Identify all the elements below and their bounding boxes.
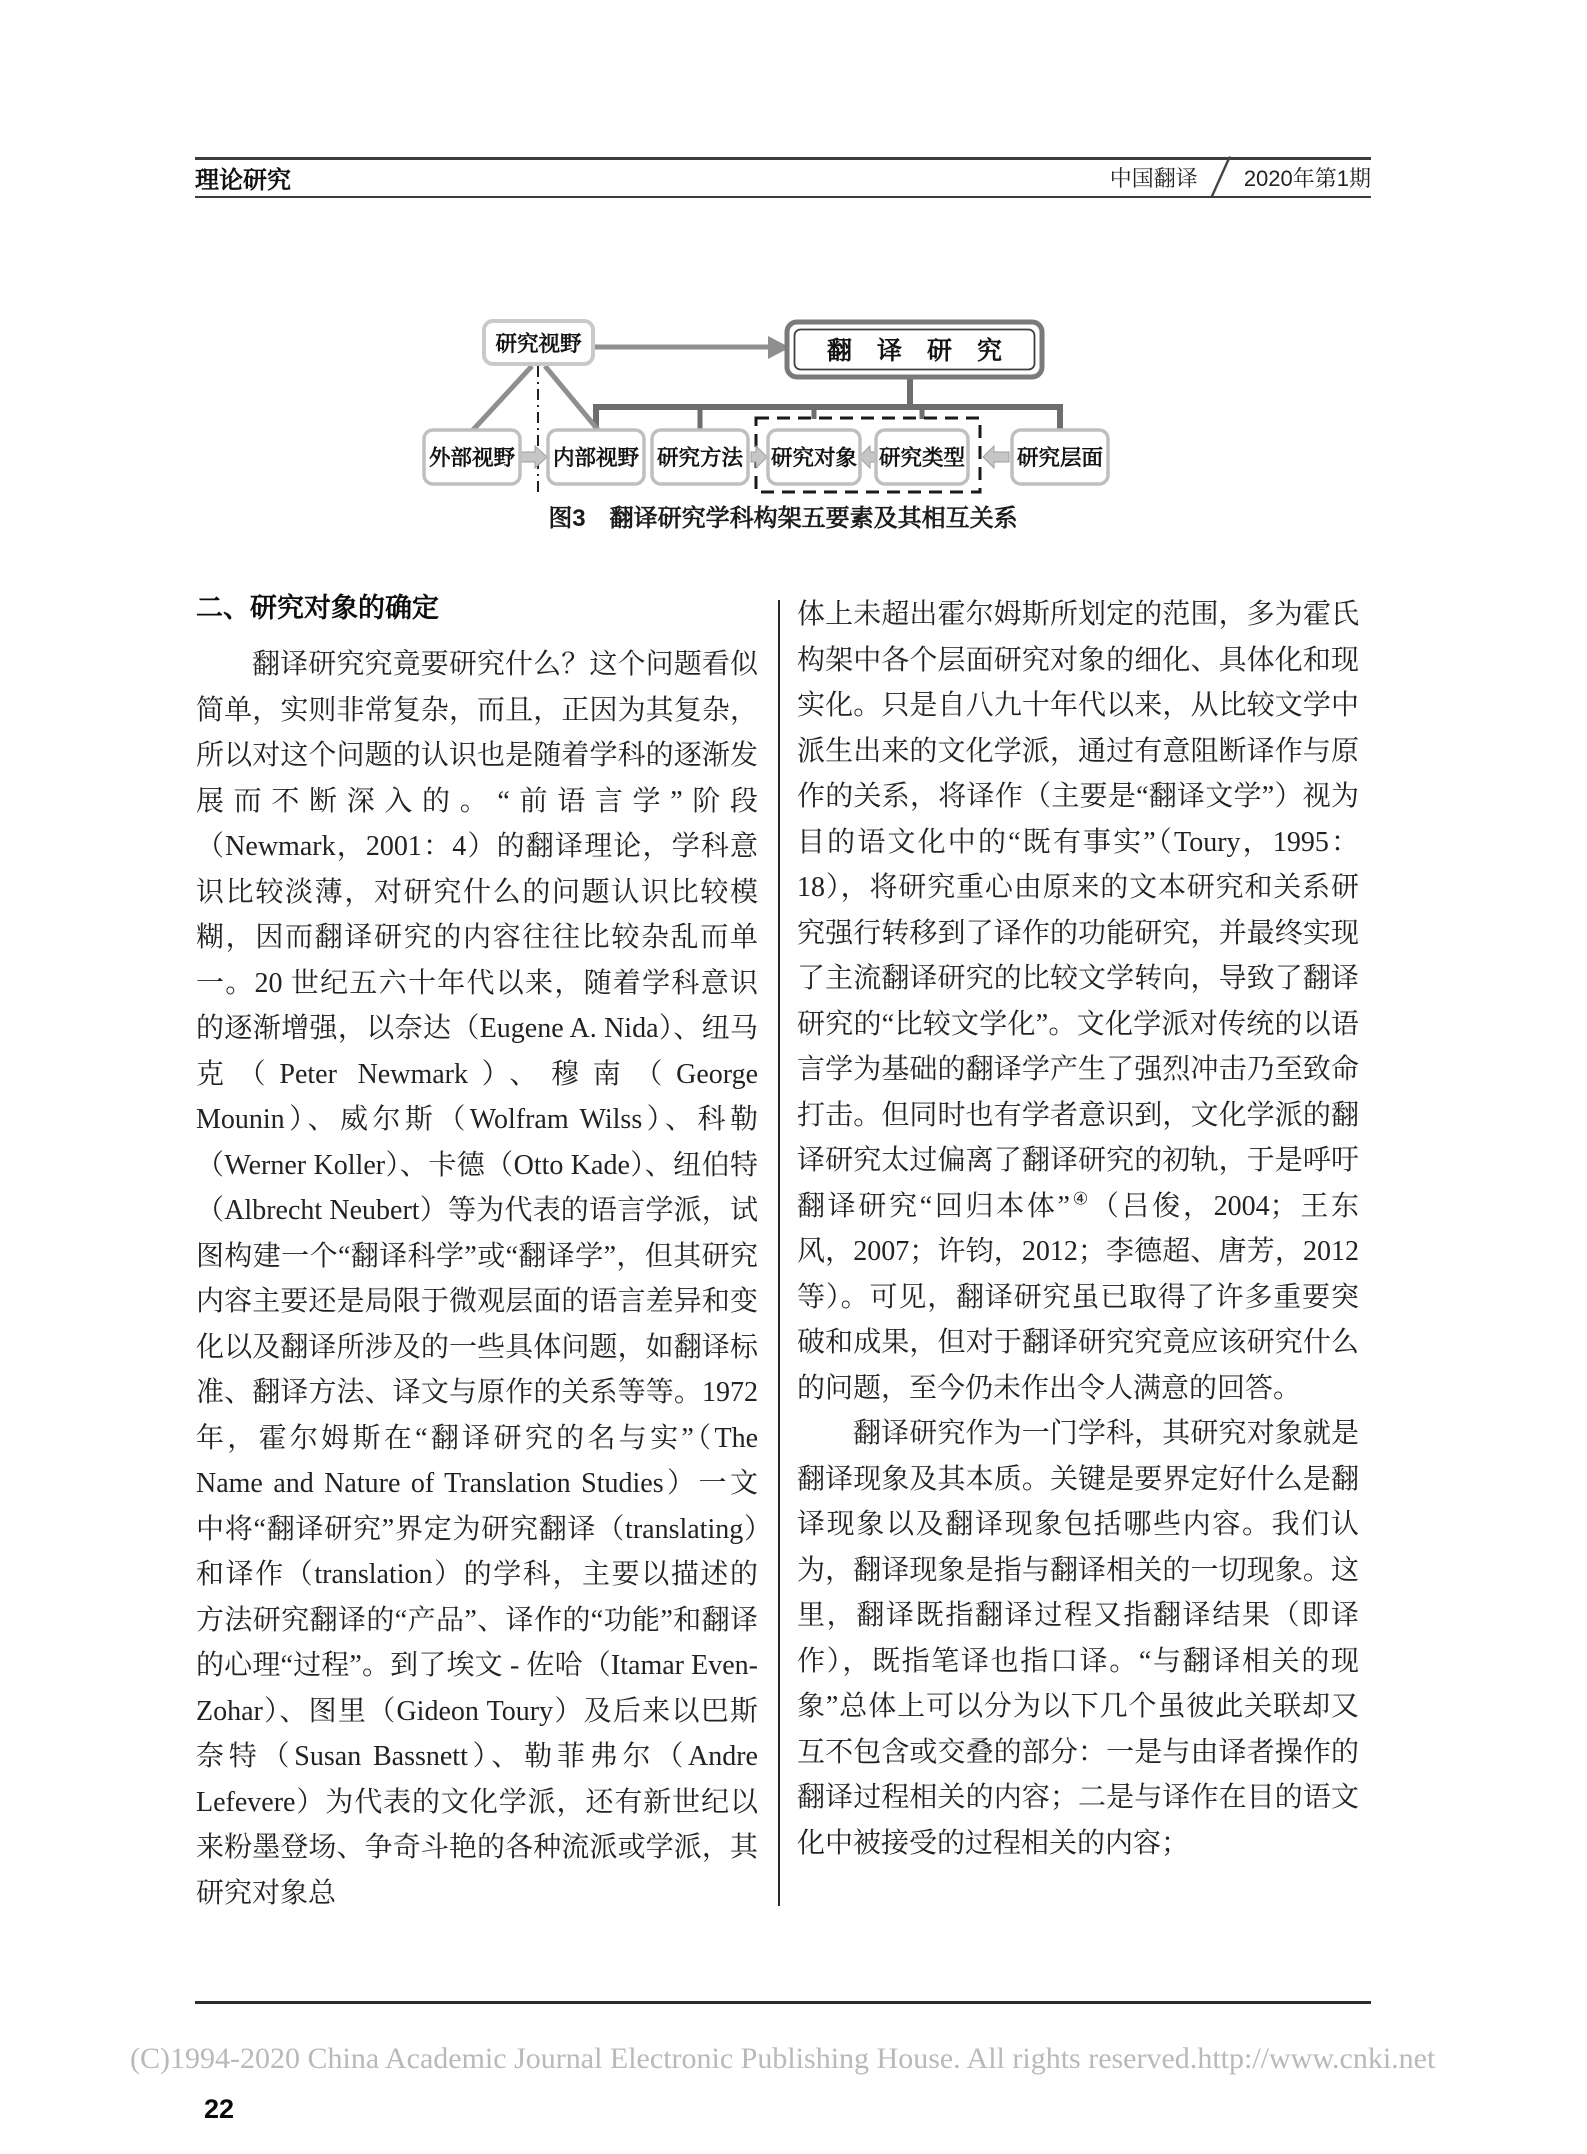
node-label: 研究对象 (770, 446, 858, 470)
node-external-perspective (424, 430, 520, 484)
node-research-type (876, 430, 968, 484)
journal-issue-label (1110, 160, 1371, 195)
paragraph-text: 体上未超出霍尔姆斯所划定的范围，多为霍氏构架中各个层面研究对象的细化、具体化和现实化。只是自八九十年代以来，从比较文学中派生出来的文化学派，通过有意阻断译作与原作的关系，将译作（主要是“翻译文学”）视为目的语文化中的“既有事实”（Toury，1995：18），将研究重心由原来的文本研究和关系研究强行转移到了译作的功能研究，并最终实现了主流翻译研究的比较文学转向，导致了翻译研究的“比较文学化”。文化学派对传统的以语言学为基础的翻译学产生了强烈冲击乃至致命打击。但同时也有学者意识到，文化学派的翻译研究太过偏离了翻译研究的初轨，于是呼吁翻译研究“回归本体” (797, 599, 1359, 1222)
figure-diagram (400, 300, 1120, 515)
block-arrow-right-icon (520, 446, 547, 468)
section-label: 理论研究 (195, 166, 291, 194)
page-header (195, 160, 1371, 194)
node-translation-studies (787, 322, 1042, 377)
footnote-marker: ④ (1069, 1189, 1091, 1209)
header-bottom-rule (195, 196, 1371, 198)
node-label: 研究方法 (656, 446, 744, 470)
paragraph-text: （吕俊，2004；王东风，2007；许钧，2012；李德超、唐芳，2012 等）。可见，翻译研究虽已取得了许多重要突破和成果，但对于翻译研究究竟应该研究什么的问题，至今仍未作出令人满意的回答。 (797, 1190, 1360, 1404)
node-internal-perspective (548, 430, 644, 484)
journal-name: 中国翻译 (1109, 165, 1198, 191)
node-label: 研究层面 (1016, 446, 1104, 470)
node-research-perspective (484, 321, 593, 364)
node-label: 研究类型 (878, 446, 966, 470)
column-divider (778, 600, 780, 1906)
leg-to-internal (545, 366, 599, 431)
right-column (797, 592, 1359, 1866)
node-research-object (768, 430, 860, 484)
figure-caption: 图3 翻译研究学科构架五要素及其相互关系 (548, 505, 1018, 532)
node-label: 研究视野 (495, 332, 582, 356)
node-label: 翻 译 研 究 (826, 337, 1003, 365)
block-arrow-right-icon (751, 446, 767, 468)
issue-label: 2020年第1期 (1243, 165, 1371, 191)
node-label: 外部视野 (428, 446, 516, 470)
copyright-row (130, 2042, 1436, 2076)
left-column (196, 588, 758, 1916)
block-arrow-left-icon (983, 446, 1009, 468)
paragraph: 翻译研究究竟要研究什么？这个问题看似简单，实则非常复杂，而且，正因为其复杂，所以对这个问题的认识也是随着学科的逐渐发展而不断深入的。“前语言学”阶段（Newmark，2001：4）的翻译理论，学科意识比较淡薄，对研究什么的问题认识比较模糊，因而翻译研究的内容往往比较杂乱而单一。20 世纪五六十年代以来，随着学科意识的逐渐增强，以奈达（Eugene A. Nida）、纽马克（Peter Newmark）、穆南（George Mounin）、威尔斯（Wolfram Wilss）、科勒（Werner Koller）、卡德（Otto Kade）、纽伯特（Albrecht Neubert）等为代表的语言学派，试图构建一个“翻译科学”或“翻译学”，但其研究内容主要还是局限于微观层面的语言差异和变化以及翻译所涉及的一些具体问题，如翻译标准、翻译方法、译文与原作的关系等等。1972 年，霍尔姆斯在“翻译研究的名与实”（The Name and Nature of Translation Studies）一文中将“翻译研究”界定为研究翻译（translating）和译作（translation）的学科，主要以描述的方法研究翻译的“产品”、译作的“功能”和翻译的心理“过程”。到了埃文 - 佐哈（Itamar Even-Zohar）、图里（Gideon Toury）及后来以巴斯奈特（Susan Bassnett）、勒菲弗尔（Andre Lefevere）为代表的文化学派，还有新世纪以来粉墨登场、争奇斗艳的各种流派或学派，其研究对象总 (196, 649, 758, 1909)
paragraph (797, 592, 1359, 1411)
node-research-method (652, 430, 748, 484)
node-label: 内部视野 (552, 446, 640, 470)
copyright-url: http://www.cnki.net (1197, 2042, 1436, 2075)
paragraph: 翻译研究作为一门学科，其研究对象就是翻译现象及其本质。关键是要界定好什么是翻译现象以及翻译现象包括哪些内容。我们认为，翻译现象是指与翻译相关的一切现象。这里，翻译既指翻译过程又指翻译结果（即译作），既指笔译也指口译。“与翻译相关的现象”总体上可以分为以下几个虽彼此关联却又互不包含或交叠的部分：一是与由译者操作的翻译过程相关的内容；二是与译作在目的语文化中被接受的过程相关的内容； (797, 1418, 1359, 1859)
copyright-text: (C)1994-2020 China Academic Journal Electronic Publishing House. All rights reserved. (130, 2042, 1198, 2075)
header-slash-divider: ╱ (1211, 158, 1230, 196)
page-number: 22 (204, 2094, 235, 2124)
footer-rule (195, 2001, 1371, 2004)
section-heading: 二、研究对象的确定 (196, 593, 439, 623)
leg-to-external (472, 366, 532, 431)
node-research-level (1012, 430, 1108, 484)
